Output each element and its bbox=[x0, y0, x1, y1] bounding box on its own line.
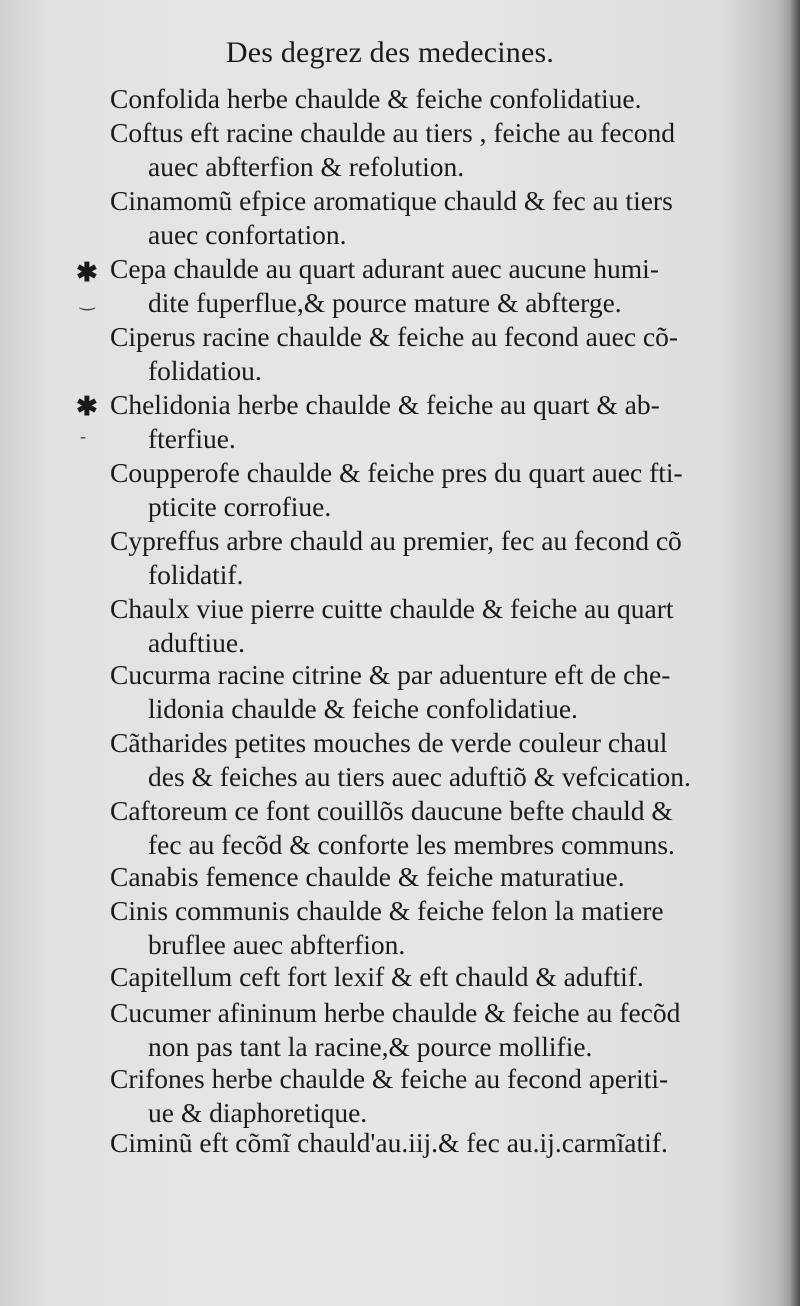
entry-continuation-line: fterfiue. bbox=[148, 423, 236, 454]
entry bbox=[110, 658, 750, 726]
entry-first-line: Crifones herbe chaulde & feiche au fecond aperiti- bbox=[110, 1063, 669, 1094]
entry-first-line: Confolida herbe chaulde & feiche confolidatiue. bbox=[110, 83, 642, 114]
entry-continuation-line: bruflee auec abfterfion. bbox=[148, 929, 406, 960]
entry-continuation-line: fec au fecõd & conforte les membres communs. bbox=[148, 829, 675, 860]
margin-asterisk-mark: ✱ bbox=[76, 392, 98, 421]
entry-continuation-line: folidatif. bbox=[148, 559, 244, 590]
running-header bbox=[0, 36, 800, 70]
entry bbox=[110, 184, 750, 252]
margin-tick-mark: - bbox=[80, 426, 86, 446]
entry-first-line: Chaulx viue pierre cuitte chaulde & feiche au quart bbox=[110, 593, 674, 624]
entry bbox=[110, 894, 750, 962]
entry-first-line: Cucurma racine citrine & par aduenture eft de che- bbox=[110, 659, 671, 690]
entry bbox=[110, 388, 750, 456]
margin-asterisk-mark: ✱ bbox=[76, 258, 98, 287]
entry-continuation-line: des & feiches au tiers auec aduftiõ & vefcication. bbox=[148, 761, 691, 792]
entry-first-line: Cepa chaulde au quart adurant auec aucune humi- bbox=[110, 253, 659, 284]
entry-first-line: Coupperofe chaulde & feiche pres du quart auec fti- bbox=[110, 457, 683, 488]
entry-first-line: Cãtharides petites mouches de verde couleur chaul bbox=[110, 727, 668, 758]
header-text: Des degrez des medecines. bbox=[225, 36, 555, 69]
entry-first-line: Cypreffus arbre chauld au premier, fec au fecond cõ bbox=[110, 525, 682, 556]
entry bbox=[110, 252, 750, 320]
entry-continuation-line: ue & diaphoretique. bbox=[148, 1097, 368, 1128]
entry bbox=[110, 960, 750, 994]
entry bbox=[110, 524, 750, 592]
margin-tick-mark: ‿ bbox=[80, 290, 95, 310]
entry bbox=[110, 996, 750, 1064]
entry bbox=[110, 320, 750, 388]
entry bbox=[110, 82, 750, 116]
entry-first-line: Coftus eft racine chaulde au tiers , feiche au fecond bbox=[110, 117, 676, 148]
entry-first-line: Ciminũ eft cõmĩ chauld'au.iij.& fec au.ij.carmĩatif. bbox=[110, 1127, 668, 1158]
page-edge-shadow bbox=[790, 0, 800, 1306]
entry-first-line: Capitellum ceft fort lexif & eft chauld & aduftif. bbox=[110, 961, 644, 992]
entry-continuation-line: auec confortation. bbox=[148, 219, 347, 250]
entry-continuation-line: pticite corrofiue. bbox=[148, 491, 332, 522]
entry-first-line: Cucumer afininum herbe chaulde & feiche au fecõd bbox=[110, 997, 681, 1028]
entry-continuation-line: dite fuperflue,& pource mature & abfterge. bbox=[148, 287, 622, 318]
entry bbox=[110, 1126, 750, 1160]
entry bbox=[110, 794, 750, 862]
entry bbox=[110, 860, 750, 894]
entry bbox=[110, 726, 750, 794]
entry-first-line: Canabis femence chaulde & feiche maturatiue. bbox=[110, 861, 625, 892]
entry bbox=[110, 456, 750, 524]
entry-continuation-line: folidatiou. bbox=[148, 355, 262, 386]
entry-continuation-line: aduftiue. bbox=[148, 627, 245, 658]
entry-first-line: Ciperus racine chaulde & feiche au fecond auec cõ- bbox=[110, 321, 679, 352]
entry-first-line: Cinis communis chaulde & feiche felon la matiere bbox=[110, 895, 664, 926]
entry-first-line: Chelidonia herbe chaulde & feiche au quart & ab- bbox=[110, 389, 660, 420]
entry-first-line: Cinamomũ efpice aromatique chauld & fec au tiers bbox=[110, 185, 673, 216]
entry-continuation-line: auec abfterfion & refolution. bbox=[148, 151, 465, 182]
entry bbox=[110, 592, 750, 660]
entry-continuation-line: lidonia chaulde & feiche confolidatiue. bbox=[148, 693, 578, 724]
entry-continuation-line: non pas tant la racine,& pource mollifie. bbox=[148, 1031, 593, 1062]
entry bbox=[110, 1062, 750, 1130]
entry bbox=[110, 116, 750, 184]
entry-first-line: Caftoreum ce font couillõs daucune befte chauld & bbox=[110, 795, 673, 826]
